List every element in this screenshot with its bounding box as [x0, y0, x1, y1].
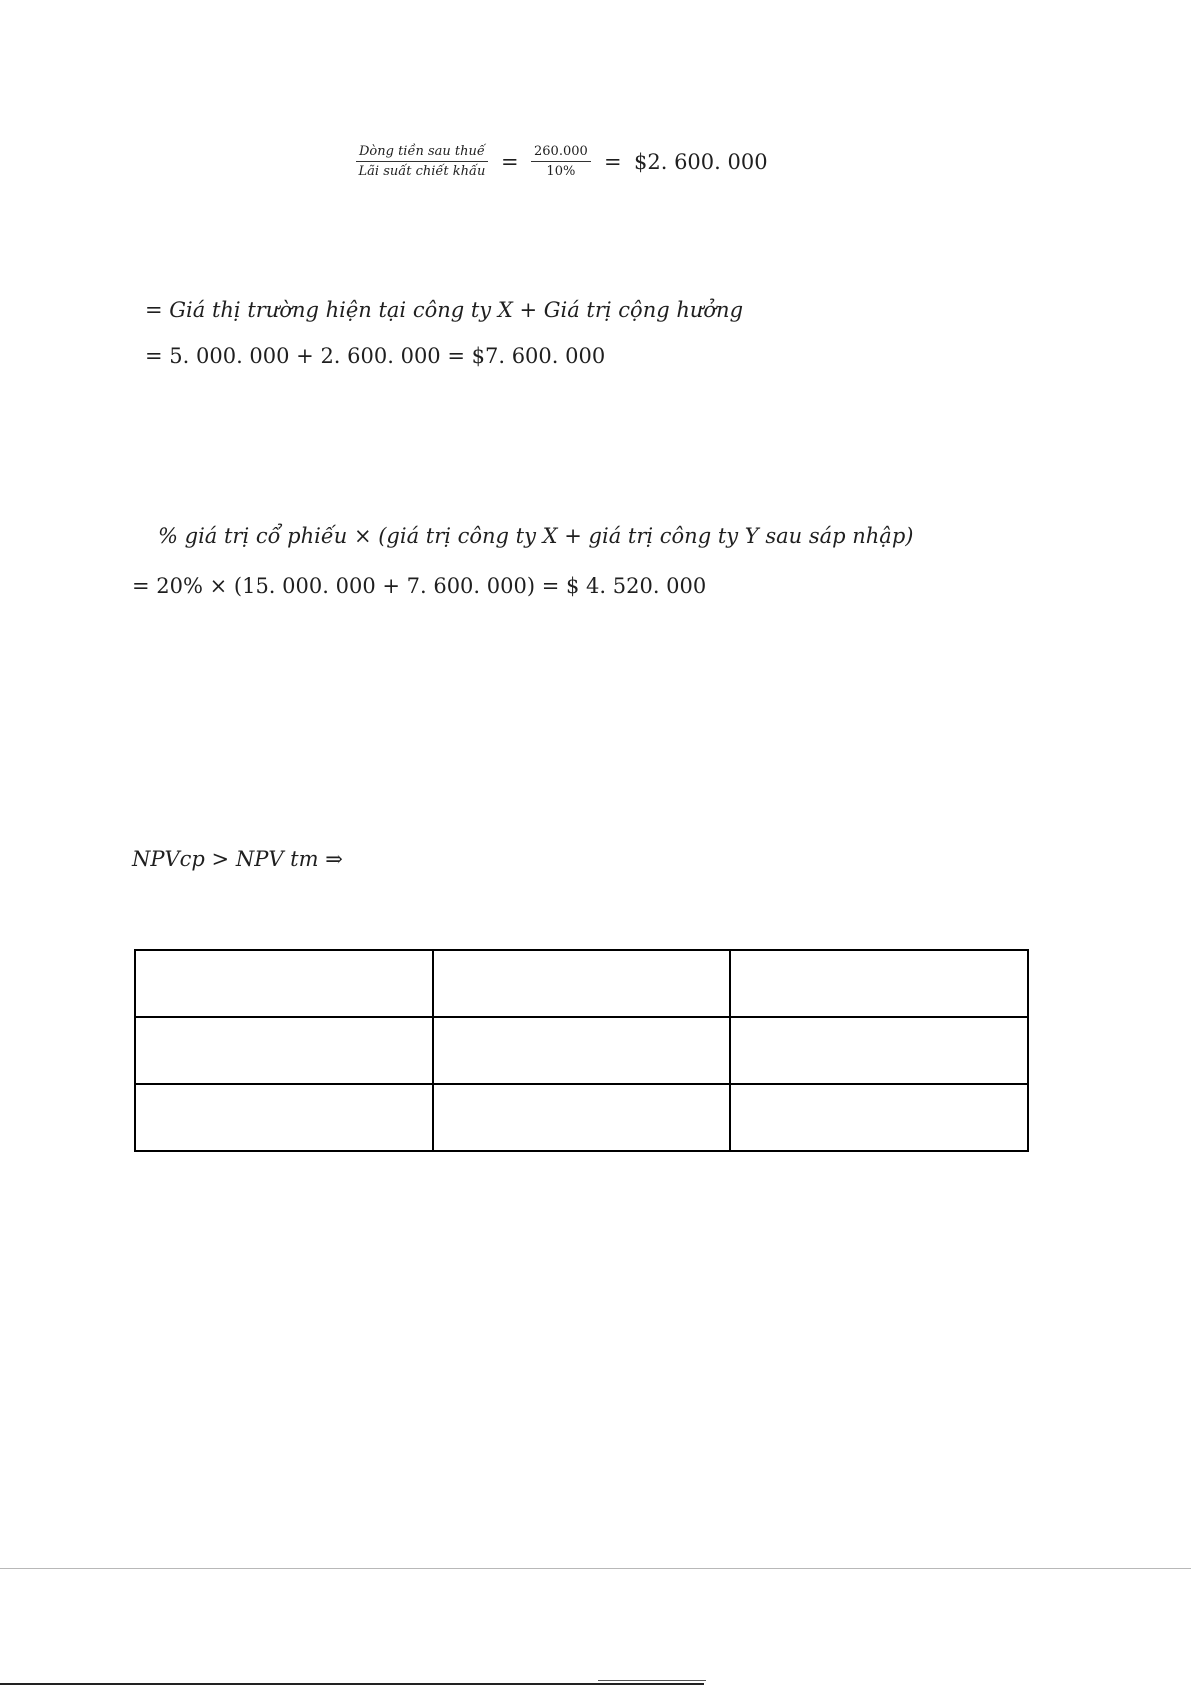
bottom-edge-line-overlay	[598, 1680, 706, 1681]
page-footer-divider	[0, 1568, 1191, 1569]
npv-comparison: NPVcp > NPV tm ⇒	[132, 847, 343, 871]
after-tax-cashflow-fraction	[356, 145, 488, 178]
table-cell	[135, 1084, 433, 1151]
merged-value-formula: = Giá thị trường hiện tại công ty X + Giá trị cộng hưởng	[145, 298, 744, 322]
share-value-formula: % giá trị cổ phiếu × (giá trị công ty X + giá trị công ty Y sau sáp nhập)	[158, 524, 914, 548]
table-cell	[135, 950, 433, 1017]
value-numerator: 260.000	[531, 145, 591, 162]
table-cell	[135, 1017, 433, 1084]
table-row	[135, 1084, 1028, 1151]
table-cell	[730, 950, 1028, 1017]
synergy-value-result: $2. 600. 000	[634, 150, 768, 174]
table-cell	[730, 1017, 1028, 1084]
table-cell	[730, 1084, 1028, 1151]
value-fraction	[531, 145, 591, 178]
table-cell	[433, 950, 731, 1017]
value-denominator: 10%	[546, 164, 576, 179]
table-cell	[433, 1084, 731, 1151]
table-cell	[433, 1017, 731, 1084]
comparison-table	[134, 949, 1029, 1152]
equals-sign-1: =	[501, 150, 519, 174]
table-row	[135, 1017, 1028, 1084]
fraction-numerator: Dòng tiền sau thuế	[356, 145, 488, 162]
fraction-denominator: Lãi suất chiết khấu	[358, 164, 486, 179]
equals-sign-2: =	[604, 150, 622, 174]
share-value-calculation: = 20% × (15. 000. 000 + 7. 600. 000) = $ 4. 520. 000	[132, 574, 707, 598]
merged-value-calculation: = 5. 000. 000 + 2. 600. 000 = $7. 600. 000	[145, 344, 606, 368]
table-row	[135, 950, 1028, 1017]
